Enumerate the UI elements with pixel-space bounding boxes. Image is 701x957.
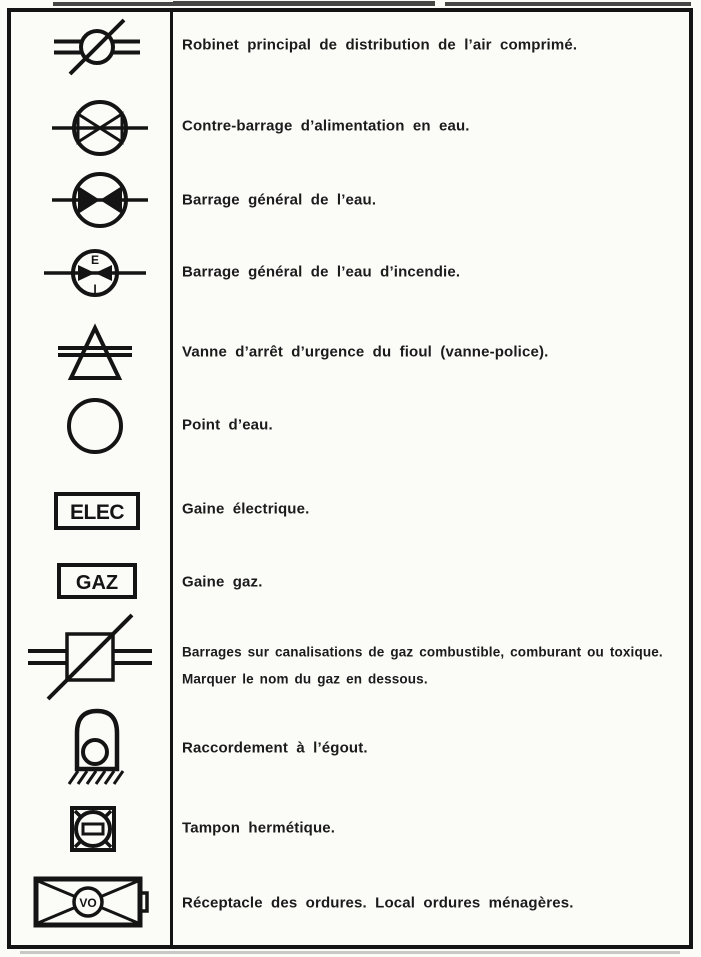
electrical-duct-symbol [52,490,142,532]
general-water-shutoff-symbol [40,160,160,240]
gas-pipe-shutoff-symbol [20,607,160,707]
legend-label: Barrages sur canalisations de gaz combustible, comburant ou toxique. [182,644,663,660]
column-divider-line [170,8,173,949]
legend-label: Barrage général de l’eau. [182,191,377,209]
fire-water-shutoff-symbol [30,230,160,316]
symbol-text-vo: VO [79,896,97,910]
legend-label: Tampon hermétique. [182,819,336,837]
water-supply-counter-shutoff-symbol [40,88,160,168]
legend-label: Vanne d’arrêt d’urgence du fioul (vanne-police). [182,343,549,361]
scan-artifact [173,1,435,6]
legend-label: Barrage général de l’eau d’incendie. [182,263,461,281]
symbol-letter-e: E [90,253,100,267]
gas-duct-symbol [55,561,139,601]
symbol-text-elec: ELEC [69,501,125,524]
legend-label: Réceptacle des ordures. Local ordures ménagères. [182,894,574,912]
compressed-air-main-valve-symbol [42,4,152,90]
legend-label: Contre-barrage d’alimentation en eau. [182,117,470,135]
symbol-text-gaz: GAZ [75,572,119,594]
scan-artifact [445,2,691,6]
refuse-receptacle-symbol [20,867,170,939]
water-point-symbol [60,391,130,461]
sewer-connection-symbol [45,697,145,789]
legend-label: Gaine électrique. [182,500,310,518]
legend-label-line2: Marquer le nom du gaz en dessous. [182,671,428,687]
legend-label: Gaine gaz. [182,573,263,591]
symbol-letter-i: I [93,282,97,296]
legend-label: Robinet principal de distribution de l’air comprimé. [182,36,578,54]
legend-label: Point d’eau. [182,416,273,434]
fuel-emergency-valve-symbol [40,320,150,386]
scan-artifact [20,951,680,954]
hermetic-plug-symbol [62,798,124,860]
legend-label: Raccordement à l’égout. [182,739,368,757]
